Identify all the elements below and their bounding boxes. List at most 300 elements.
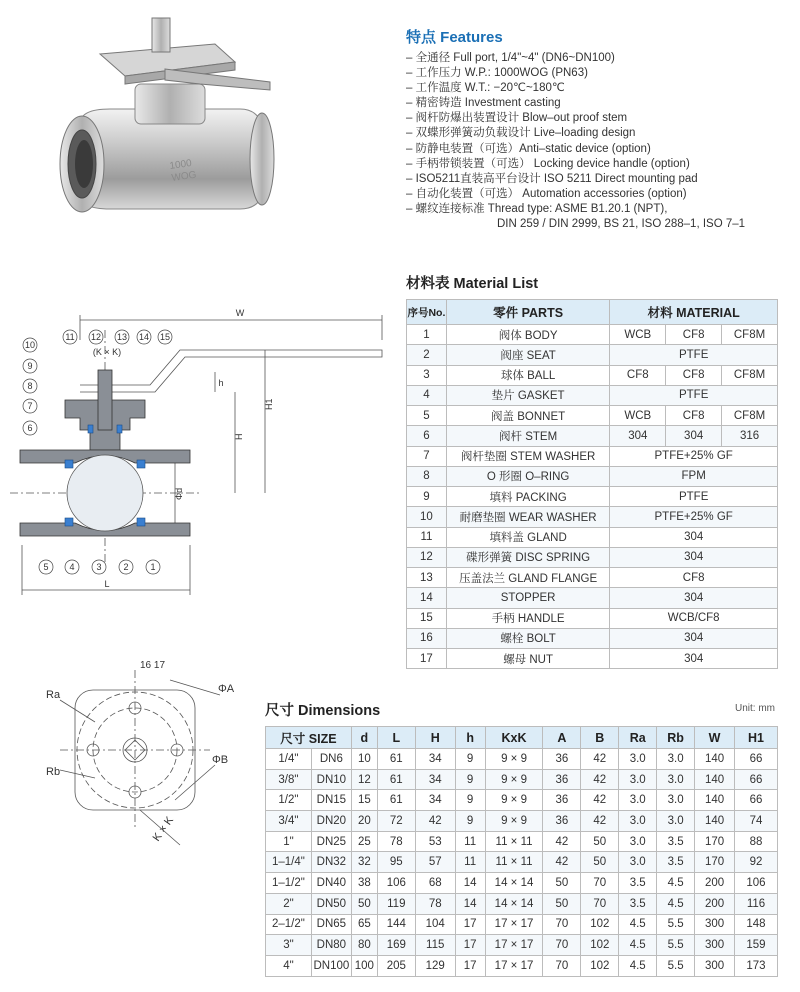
part-material: 304 (666, 426, 722, 446)
table-row (266, 811, 778, 832)
photo-marking-1000: 1000 (168, 157, 193, 172)
part-name: 阀杆 STEM (446, 426, 609, 446)
callout-2: 2 (123, 562, 129, 572)
callout-8: 8 (27, 381, 33, 391)
dim-cell: 129 (415, 955, 455, 976)
material-table (406, 299, 778, 669)
table-row (407, 446, 778, 466)
dim-cell: 9 × 9 (485, 790, 543, 811)
table-row (407, 628, 778, 648)
dim-cell: 14 (455, 873, 485, 894)
table-row (407, 527, 778, 547)
dim-cell: 148 (734, 914, 777, 935)
label-kk: K × K (150, 814, 177, 844)
dim-cell: 57 (415, 852, 455, 873)
dim-cell: 5.5 (657, 935, 695, 956)
feature-item: – 阀杆防爆出装置设计 Blow–out proof stem (406, 111, 796, 126)
label-rb: Rb (46, 766, 61, 778)
dim-cell: 140 (695, 749, 735, 770)
part-number: 11 (407, 527, 447, 547)
dim-cell: DN32 (311, 852, 351, 873)
valve-section-drawing (10, 300, 400, 600)
dim-cell: 12 (351, 769, 377, 790)
dim-cell: 42 (581, 749, 619, 770)
dim-cell: 95 (377, 852, 415, 873)
part-name: 螺栓 BOLT (446, 628, 609, 648)
dim-cell: 66 (734, 769, 777, 790)
dim-kk-label: (K × K) (92, 347, 122, 357)
part-material: PTFE (610, 345, 778, 365)
dim-cell: 4.5 (657, 873, 695, 894)
dim-header-cell: L (377, 727, 415, 749)
label-phi-b: ΦB (212, 754, 229, 766)
dim-header-cell: H1 (734, 727, 777, 749)
dim-header-cell: B (581, 727, 619, 749)
dim-cell: 10 (351, 749, 377, 770)
part-name: 阀座 SEAT (446, 345, 609, 365)
dim-cell: 1/2" (266, 790, 312, 811)
dim-cell: 3.0 (657, 811, 695, 832)
table-row (407, 365, 778, 385)
dim-cell: 1/4" (266, 749, 312, 770)
part-name: 耐磨垫圈 WEAR WASHER (446, 507, 609, 527)
callout-4: 4 (69, 562, 75, 572)
dim-cell: 66 (734, 790, 777, 811)
part-number: 17 (407, 649, 447, 669)
label-bolts: 16 17 (140, 660, 166, 671)
dim-header-cell: W (695, 727, 735, 749)
dim-cell: 1" (266, 831, 312, 852)
dim-cell: 9 (455, 749, 485, 770)
dim-cell: 70 (543, 935, 581, 956)
part-number: 15 (407, 608, 447, 628)
dim-cell: 3.0 (657, 790, 695, 811)
dim-cell: 102 (581, 935, 619, 956)
feature-item: – 工作压力 W.P.: 1000WOG (PN63) (406, 66, 796, 81)
table-row (407, 345, 778, 365)
dim-header-cell: d (351, 727, 377, 749)
table-row (407, 385, 778, 405)
dimensions-title: 尺寸 Dimensions (265, 703, 381, 719)
feature-item-continuation: DIN 259 / DIN 2999, BS 21, ISO 288–1, ISO 7–1 (497, 218, 746, 231)
dim-cell: 14 (455, 893, 485, 914)
dim-cell: 170 (695, 831, 735, 852)
dim-cell: 68 (415, 873, 455, 894)
dim-cell: DN10 (311, 769, 351, 790)
table-row (407, 649, 778, 669)
dim-cell: 106 (377, 873, 415, 894)
feature-item: – 自动化装置（可选） Automation accessories (option) (406, 187, 796, 202)
part-material: 304 (610, 426, 666, 446)
dim-cell: 200 (695, 893, 735, 914)
dim-cell: 14 × 14 (485, 893, 543, 914)
dim-h-big-label: H (234, 433, 244, 440)
dim-cell: 300 (695, 935, 735, 956)
table-row (266, 749, 778, 770)
dim-cell: 4.5 (619, 935, 657, 956)
part-material: CF8 (610, 365, 666, 385)
dim-cell: 4.5 (657, 893, 695, 914)
dim-header-cell: H (415, 727, 455, 749)
part-number: 2 (407, 345, 447, 365)
dim-cell: 38 (351, 873, 377, 894)
callout-6: 6 (27, 423, 33, 433)
dimensions-table-header (266, 727, 778, 749)
part-material: 304 (610, 588, 778, 608)
dim-cell: 205 (377, 955, 415, 976)
part-number: 3 (407, 365, 447, 385)
dim-cell: 3.5 (619, 873, 657, 894)
dim-cell: 9 × 9 (485, 811, 543, 832)
table-row (407, 547, 778, 567)
dim-cell: 17 × 17 (485, 955, 543, 976)
dim-cell: 116 (734, 893, 777, 914)
feature-item: – ISO5211直装高平台设计 ISO 5211 Direct mounting pad (406, 172, 796, 187)
header-no: 序号No. (407, 300, 447, 325)
table-row (407, 406, 778, 426)
part-number: 6 (407, 426, 447, 446)
unit-note: Unit: mm (735, 703, 775, 714)
callout-5: 5 (43, 562, 49, 572)
part-number: 5 (407, 406, 447, 426)
part-number: 8 (407, 466, 447, 486)
dim-header-cell: h (455, 727, 485, 749)
dim-cell: 34 (415, 790, 455, 811)
dim-cell: 34 (415, 769, 455, 790)
dim-cell: DN15 (311, 790, 351, 811)
dim-cell: 144 (377, 914, 415, 935)
dim-cell: 4.5 (619, 955, 657, 976)
dim-cell: 102 (581, 955, 619, 976)
part-material: CF8 (610, 568, 778, 588)
header-material: 材料 MATERIAL (610, 300, 778, 325)
table-row (266, 893, 778, 914)
table-row (407, 588, 778, 608)
feature-item: – 螺纹连接标准 Thread type: ASME B1.20.1 (NPT), (406, 202, 796, 217)
dim-cell: 3.0 (619, 852, 657, 873)
table-row (266, 955, 778, 976)
callout-7: 7 (27, 401, 33, 411)
dim-cell: 100 (351, 955, 377, 976)
part-name: 垫片 GASKET (446, 385, 609, 405)
label-ra: Ra (46, 689, 61, 701)
dim-cell: 61 (377, 769, 415, 790)
dim-cell: 300 (695, 914, 735, 935)
dim-cell: 17 × 17 (485, 935, 543, 956)
dim-cell: DN25 (311, 831, 351, 852)
dim-h-small-label: h (218, 378, 224, 388)
dim-cell: 42 (543, 852, 581, 873)
dim-cell: 50 (581, 852, 619, 873)
dim-cell: 4.5 (619, 914, 657, 935)
part-name: 碟形弹簧 DISC SPRING (446, 547, 609, 567)
dim-cell: 61 (377, 790, 415, 811)
part-material: CF8M (722, 325, 778, 345)
dim-cell: 3.0 (619, 831, 657, 852)
dim-header-cell: KxK (485, 727, 543, 749)
dim-cell: DN65 (311, 914, 351, 935)
dim-cell: 42 (415, 811, 455, 832)
dim-cell: 3.0 (619, 790, 657, 811)
dim-cell: DN6 (311, 749, 351, 770)
callout-15: 15 (159, 332, 171, 342)
part-material: WCB/CF8 (610, 608, 778, 628)
dim-cell: 9 × 9 (485, 749, 543, 770)
table-row (407, 487, 778, 507)
part-material: CF8 (666, 325, 722, 345)
dim-cell: 72 (377, 811, 415, 832)
dim-cell: 3.5 (619, 893, 657, 914)
material-table-body (407, 325, 778, 669)
dim-cell: 159 (734, 935, 777, 956)
dim-cell: 42 (581, 790, 619, 811)
dim-cell: 173 (734, 955, 777, 976)
dim-cell: 17 × 17 (485, 914, 543, 935)
part-name: 阀体 BODY (446, 325, 609, 345)
table-row (407, 507, 778, 527)
dim-cell: 115 (415, 935, 455, 956)
feature-item: – 精密铸造 Investment casting (406, 96, 796, 111)
dim-cell: 3/4" (266, 811, 312, 832)
dim-cell: 170 (695, 852, 735, 873)
dim-w-label: W (235, 308, 245, 318)
part-name: 填料盖 GLAND (446, 527, 609, 547)
part-number: 13 (407, 568, 447, 588)
dim-cell: 11 (455, 831, 485, 852)
dim-h1-label: H1 (264, 398, 274, 410)
part-material: PTFE (610, 385, 778, 405)
dim-cell: DN50 (311, 893, 351, 914)
dim-cell: 3.0 (619, 769, 657, 790)
dim-cell: 119 (377, 893, 415, 914)
dim-cell: DN40 (311, 873, 351, 894)
dim-l-label: L (104, 579, 110, 589)
dim-cell: 200 (695, 873, 735, 894)
dim-cell: 11 × 11 (485, 852, 543, 873)
dimensions-table-body (266, 749, 778, 977)
dim-cell: 3.0 (657, 769, 695, 790)
part-name: 螺母 NUT (446, 649, 609, 669)
dim-cell: 9 (455, 811, 485, 832)
part-material: 304 (610, 547, 778, 567)
dim-cell: 36 (543, 790, 581, 811)
dim-cell: 3.0 (657, 749, 695, 770)
valve-photo (40, 14, 280, 224)
dim-cell: 140 (695, 790, 735, 811)
part-material: 304 (610, 649, 778, 669)
dim-cell: 300 (695, 955, 735, 976)
feature-item: – 手柄带锁装置（可选） Locking device handle (option) (406, 157, 796, 172)
dimensions-table (265, 726, 778, 977)
dim-cell: 140 (695, 811, 735, 832)
table-row (266, 935, 778, 956)
dim-cell: 3.5 (657, 852, 695, 873)
dim-cell: 36 (543, 769, 581, 790)
part-material: CF8M (722, 406, 778, 426)
dim-cell: 20 (351, 811, 377, 832)
dim-cell: 53 (415, 831, 455, 852)
dim-cell: 25 (351, 831, 377, 852)
table-row (266, 790, 778, 811)
dim-cell: 66 (734, 749, 777, 770)
dim-cell: 50 (543, 893, 581, 914)
dim-cell: 5.5 (657, 914, 695, 935)
table-row (407, 325, 778, 345)
dim-d-label: Φd (174, 487, 184, 500)
part-number: 10 (407, 507, 447, 527)
dim-cell: 88 (734, 831, 777, 852)
part-material: 304 (610, 628, 778, 648)
part-number: 14 (407, 588, 447, 608)
dim-header-cell: A (543, 727, 581, 749)
header-parts: 零件 PARTS (446, 300, 609, 325)
table-row (266, 769, 778, 790)
dim-cell: 2" (266, 893, 312, 914)
callout-12: 12 (90, 332, 102, 342)
table-row (407, 568, 778, 588)
dim-cell: 36 (543, 811, 581, 832)
dim-cell: 42 (581, 811, 619, 832)
dim-cell: 3" (266, 935, 312, 956)
dim-cell: 80 (351, 935, 377, 956)
dim-cell: 17 (455, 935, 485, 956)
dim-cell: 106 (734, 873, 777, 894)
part-name: 压盖法兰 GLAND FLANGE (446, 568, 609, 588)
table-row (266, 831, 778, 852)
mounting-pad-drawing (40, 650, 265, 850)
dim-cell: 5.5 (657, 955, 695, 976)
dim-cell: 3.5 (657, 831, 695, 852)
table-row (407, 426, 778, 446)
dim-cell: 169 (377, 935, 415, 956)
dim-cell: 50 (543, 873, 581, 894)
part-material: CF8 (666, 365, 722, 385)
part-material: WCB (610, 406, 666, 426)
material-list-title: 材料表 Material List (406, 276, 539, 292)
part-material: PTFE+25% GF (610, 507, 778, 527)
part-number: 9 (407, 487, 447, 507)
part-name: 阀盖 BONNET (446, 406, 609, 426)
photo-marking-wog: WOG (170, 169, 198, 184)
table-row (266, 873, 778, 894)
feature-item: – 双蝶形弹簧动负载设计 Live–loading design (406, 126, 796, 141)
feature-item: – 工作温度 W.T.: −20℃~180℃ (406, 81, 796, 96)
dim-cell: 36 (543, 749, 581, 770)
table-row (407, 608, 778, 628)
feature-item: – 全通径 Full port, 1/4"~4" (DN6~DN100) (406, 51, 796, 66)
part-material: CF8M (722, 365, 778, 385)
dim-cell: 15 (351, 790, 377, 811)
dim-cell: 50 (581, 831, 619, 852)
dim-cell: 17 (455, 955, 485, 976)
feature-item: – 防静电装置（可选）Anti–static device (option) (406, 142, 796, 157)
dim-cell: 70 (581, 873, 619, 894)
dim-cell: 65 (351, 914, 377, 935)
dim-header-cell: 尺寸 SIZE (266, 727, 352, 749)
dim-header-cell: Ra (619, 727, 657, 749)
part-material: CF8 (666, 406, 722, 426)
dim-cell: 74 (734, 811, 777, 832)
dim-header-cell: Rb (657, 727, 695, 749)
part-number: 16 (407, 628, 447, 648)
callout-13: 13 (116, 332, 128, 342)
dim-cell: 1–1/2" (266, 873, 312, 894)
dim-cell: 11 × 11 (485, 831, 543, 852)
features-title: 特点 Features (406, 29, 503, 46)
dim-cell: 104 (415, 914, 455, 935)
dim-cell: 78 (377, 831, 415, 852)
callout-14: 14 (138, 332, 150, 342)
callout-1: 1 (150, 562, 156, 572)
dim-cell: 9 (455, 769, 485, 790)
part-name: 填料 PACKING (446, 487, 609, 507)
dim-cell: 3/8" (266, 769, 312, 790)
dim-cell: 3.0 (619, 749, 657, 770)
dim-cell: 70 (543, 914, 581, 935)
dim-cell: 1–1/4" (266, 852, 312, 873)
part-material: PTFE+25% GF (610, 446, 778, 466)
part-material: FPM (610, 466, 778, 486)
dim-cell: 102 (581, 914, 619, 935)
callout-3: 3 (96, 562, 102, 572)
table-row (266, 852, 778, 873)
part-number: 1 (407, 325, 447, 345)
part-number: 4 (407, 385, 447, 405)
dim-cell: 92 (734, 852, 777, 873)
part-name: O 形圈 O–RING (446, 466, 609, 486)
part-name: STOPPER (446, 588, 609, 608)
dim-cell: 32 (351, 852, 377, 873)
part-material: WCB (610, 325, 666, 345)
callout-11: 11 (65, 332, 75, 342)
dim-cell: 9 (455, 790, 485, 811)
dim-cell: 78 (415, 893, 455, 914)
callout-9: 9 (27, 361, 33, 371)
callout-10: 10 (24, 340, 36, 350)
part-name: 手柄 HANDLE (446, 608, 609, 628)
dim-cell: 50 (351, 893, 377, 914)
part-name: 阀杆垫圈 STEM WASHER (446, 446, 609, 466)
dim-cell: 14 × 14 (485, 873, 543, 894)
dim-cell: DN100 (311, 955, 351, 976)
dim-cell: 61 (377, 749, 415, 770)
dim-cell: 70 (543, 955, 581, 976)
dim-cell: 2–1/2" (266, 914, 312, 935)
dim-cell: 9 × 9 (485, 769, 543, 790)
dim-cell: 3.0 (619, 811, 657, 832)
dim-cell: 140 (695, 769, 735, 790)
dim-cell: 70 (581, 893, 619, 914)
part-material: 316 (722, 426, 778, 446)
label-phi-a: ΦA (218, 683, 235, 695)
part-material: PTFE (610, 487, 778, 507)
features-list (406, 51, 796, 232)
dim-cell: 42 (581, 769, 619, 790)
dim-cell: DN20 (311, 811, 351, 832)
table-row (266, 914, 778, 935)
dim-cell: 11 (455, 852, 485, 873)
table-row (407, 466, 778, 486)
dim-cell: 34 (415, 749, 455, 770)
dim-cell: 4" (266, 955, 312, 976)
dim-cell: DN80 (311, 935, 351, 956)
part-material: 304 (610, 527, 778, 547)
dim-cell: 42 (543, 831, 581, 852)
part-number: 7 (407, 446, 447, 466)
material-table-header (407, 300, 778, 325)
part-name: 球体 BALL (446, 365, 609, 385)
dim-cell: 17 (455, 914, 485, 935)
